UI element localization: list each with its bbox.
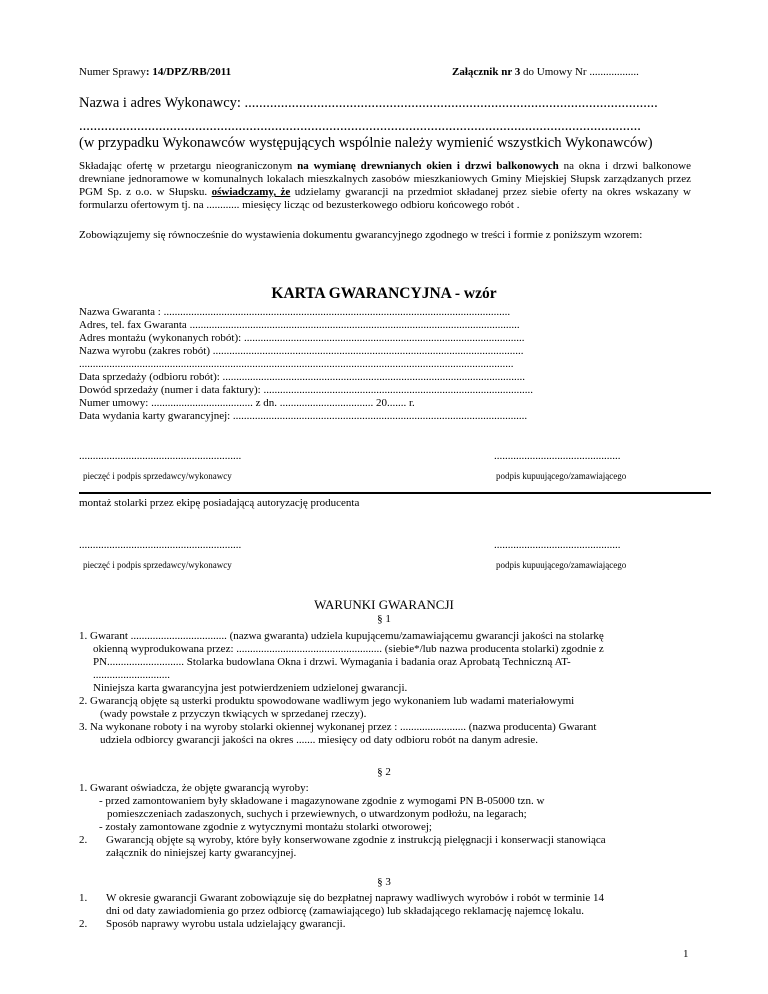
intro-obligation: Zobowiązujemy się równocześnie do wystawienia dokumentu gwarancyjnego zgodnego w treści i formie z poniższym wzorem: (79, 229, 643, 241)
section-3-item-2: Sposób naprawy wyrobu ustala udzielający gwarancji. (106, 918, 346, 930)
contractor-dots-line: ........................................................................................................................................................... (79, 118, 641, 134)
section-2-mark: § 2 (377, 766, 391, 778)
section-2-item-2-num: 2. (79, 834, 88, 846)
section-1-item-1-cont2: PN............................ Stolarka budowlana Okna i drzwi. Wymagania i badania oraz Aprobatą Techniczną AT- (93, 656, 571, 668)
section-2-item-2: Gwarancją objęte są wyroby, które były konserwowane zgodnie z instrukcją pielęgnacji i konserwacji stanowiąca (106, 834, 606, 846)
case-number: Numer Sprawy: 14/DPZ/RB/2011 (79, 66, 232, 78)
section-3-item-1-cont: dni od daty zawiadomienia go przez odbiorcę (zamawiającego) lub składającego reklamację najemcę lokalu. (106, 905, 584, 917)
signature-label-buyer-2: podpis kupuującego/zamawiającego (496, 560, 627, 570)
section-1-mark: § 1 (377, 613, 391, 625)
field-guarantor-name: Nazwa Gwaranta : .............................................................................................................................. (79, 306, 511, 318)
signature-dots-buyer-2: .............................................. (494, 539, 621, 551)
section-1-item-2-cont: (wady powstałe z przyczyn tkwiących w sprzedanej rzeczy). (100, 708, 367, 720)
card-fields (79, 306, 533, 423)
section-3-list (79, 892, 604, 931)
intro-paragraph: Składając ofertę w przetargu nieograniczonym na wymianę drewnianych okien i drzwi balkonowych na okna i drzwi balkonowe drewniane jednoramowe w komunalnych lokalach mieszkalnych zasobów mieszkaniowych Gminy Miejskiej Słupsk zarządzanych przez PGM Sp. z o.o. w Słupsku. oświadczamy, że udzielamy gwarancji na przedmiot składanej przez siebie oferty na okres wskazany w formularzu ofertowym tj. na ............ miesięcy licząc od bezusterkowego odbioru końcowego robót . (79, 160, 691, 211)
section-2-item-1: 1. Gwarant oświadcza, że objęte gwarancją wyroby: (79, 782, 309, 794)
field-card-issue-date: Data wydania karty gwarancyjnej: ........................................................................................................... (79, 410, 528, 422)
signature-label-seller-2: pieczęć i podpis sprzedawcy/wykonawcy (83, 560, 232, 570)
section-1-item-2: 2. Gwarancją objęte są usterki produktu spowodowane wadliwym jego wykonaniem lub wadami materiałowymi (79, 695, 575, 707)
field-sale-date: Data sprzedaży (odbioru robót): .............................................................................................................. (79, 371, 526, 383)
section-1-item-1-cont3: ............................ (93, 669, 170, 681)
section-1-item-3-cont: udziela odbiorcy gwarancji jakości na okres ....... miesięcy od daty odbioru robót na danym adresie. (100, 734, 539, 746)
conditions-title: WARUNKI GWARANCJI (314, 597, 454, 612)
signature-dots-buyer: .............................................. (494, 450, 621, 462)
section-1-item-1-note: Niniejsza karta gwarancyjna jest potwierdzeniem udzielonej gwarancji. (93, 682, 408, 694)
divider (79, 492, 711, 494)
section-2-bullet-2: - zostały zamontowane zgodnie z wytycznymi montażu stolarki otworowej; (99, 821, 432, 833)
field-guarantor-address: Adres, tel. fax Gwaranta ........................................................................................................................ (79, 319, 520, 331)
page-number: 1 (683, 948, 689, 960)
contractor-name-line: Nazwa i adres Wykonawcy: .................................................................................................................. (79, 95, 658, 111)
section-2-bullet-1-cont: pomieszczeniach zadaszonych, suchych i przewiewnych, o utwardzonym podłożu, na legarach; (107, 808, 527, 820)
section-1-list (79, 630, 604, 747)
card-title: KARTA GWARANCYJNA - wzór (271, 285, 497, 302)
section-3-item-2-num: 2. (79, 918, 88, 930)
section-1-item-1: 1. Gwarant ................................... (nazwa gwaranta) udziela kupującemu/zamawiającemu gwarancji jakości na stolarkę (79, 630, 604, 642)
field-installation-address: Adres montażu (wykonanych robót): ...................................................................................................... (79, 332, 525, 344)
section-3-item-1-num: 1. (79, 892, 88, 904)
contractor-note: (w przypadku Wykonawców występujących wspólnie należy wymienić wszystkich Wykonawców) (79, 135, 653, 151)
section-2-item-2-cont: załącznik do niniejszej karty gwarancyjnej. (106, 847, 297, 859)
signature-label-seller: pieczęć i podpis sprzedawcy/wykonawcy (83, 471, 232, 481)
field-product-name: Nazwa wyrobu (zakres robót) ................................................................................................................. (79, 345, 524, 357)
field-product-name-cont: .............................................................................................................................................................. (79, 358, 514, 370)
field-contract-number: Numer umowy: ..................................... z dn. .................................. 20....... r. (79, 397, 415, 409)
section-2-item-2-row (79, 834, 606, 847)
section-1-item-3: 3. Na wykonane roboty i na wyroby stolarki okiennej wykonanej przez : ........................ (nazwa producenta) Gwarant (79, 721, 597, 733)
section-3-item-1: W okresie gwarancji Gwarant zobowiązuje się do bezpłatnej naprawy wadliwych wyrobów i robót w terminie 14 (106, 892, 604, 904)
section-1-item-1-cont: okienną wyprodukowana przez: ..................................................... (siebie*/lub nazwa producenta stolarki) zgodnie z (93, 643, 604, 655)
section-2-list (79, 782, 606, 860)
section-2-bullet-1: - przed zamontowaniem były składowane i magazynowane zgodnie z wymogami PN B-05000 tzn. w (99, 795, 545, 807)
annex-label: Załącznik nr 3 do Umowy Nr .................. (452, 66, 639, 78)
field-sale-proof: Dowód sprzedaży (numer i data faktury): .................................................................................................. (79, 384, 533, 396)
signature-dots-seller: ........................................................... (79, 450, 242, 462)
section-3-item-1-row (79, 892, 604, 905)
section-3-item-2-row (79, 918, 584, 931)
signature-dots-seller-2: ........................................................... (79, 539, 242, 551)
install-note: montaż stolarki przez ekipę posiadającą autoryzację producenta (79, 497, 360, 509)
signature-label-buyer: podpis kupuującego/zamawiającego (496, 471, 627, 481)
section-3-mark: § 3 (377, 876, 391, 888)
